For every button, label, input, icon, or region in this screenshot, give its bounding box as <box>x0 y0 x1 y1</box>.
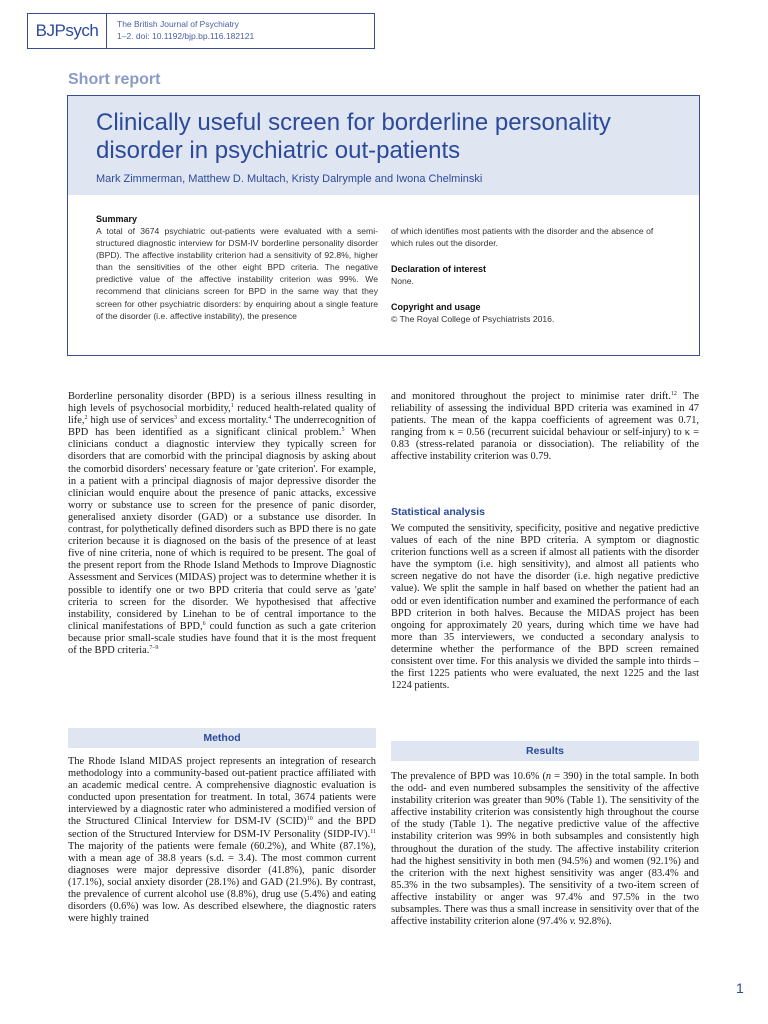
journal-logo: BJPsych <box>28 14 107 48</box>
method-section <box>68 756 376 925</box>
summary-right-column <box>391 225 675 325</box>
copyright-text: © The Royal College of Psychiatrists 2016. <box>391 314 555 325</box>
intro-section <box>68 391 376 657</box>
article-type: Short report <box>68 71 161 88</box>
summary-heading: Summary <box>96 214 138 224</box>
journal-name: The British Journal of Psychiatry <box>117 19 239 29</box>
method-cont-paragraph: and monitored throughout the project to minimise rater drift.$^{12}$ The reliability of assessing the individual BPD criteria was examined in 47 patients. The mean of the kappa coefficients of agreement was 0.71, ranging from κ = 0.56 (recurrent suicidal behaviour or self-injury) to κ = 0.83 (stress-related paranoia or dissociation). The reliability of the affective instability criterion was 0.79. <box>391 391 699 463</box>
author-list: Mark Zimmerman, Matthew D. Multach, Kristy Dalrymple and Iwona Chelminski <box>96 173 483 185</box>
summary-text: A total of 3674 psychiatric out-patients were evaluated with a semi-structured diagnostic interview for DSM-IV borderline personality disorder (BPD). The affective instability criterion had a sensitivity of 92.8%, higher than the sensitivities of the other eight BPD criteria. The negative predictive value of the affective instability criterion was 99%. We recommend that clinicians screen for BPD in the same way that they screen for other psychiatric disorders: by enquiring about a single feature of the disorder (i.e. affective instability), the presence <box>96 226 378 321</box>
method-paragraph: The Rhode Island MIDAS project represents an integration of research methodology into a community-based out-patient practice affiliated with an academic medical centre. A comprehensive diagnostic evaluation is conducted upon presentation for treatment. In total, 3674 patients were interviewed by a diagnostic rater who administered a modified version of the Structured Clinical Interview for DSM-IV (SCID)$^{10}$ and the BPD section of the Structured Interview for DSM-IV Personality (SIDP-IV).$^{11}$ The majority of the patients were female (60.2%), and White (87.1%), with a mean age of 38.8 years (s.d. = 3.4). The most common current diagnoses were major depressive disorder (41.8%), panic disorder (17.1%), social anxiety disorder (28.1%) and GAD (21.9%). By contrast, the prevalence of current alcohol use (8.8%), drug use (5.4%) and eating disorders (0.6%) was low. As described elsewhere, the diagnostic raters were highly trained <box>68 756 376 925</box>
title-band <box>68 96 699 195</box>
journal-header <box>27 13 375 49</box>
declaration-heading: Declaration of interest <box>391 264 487 275</box>
results-section <box>391 771 699 928</box>
statistical-analysis-heading: Statistical analysis <box>391 506 485 518</box>
intro-paragraph: Borderline personality disorder (BPD) is a serious illness resulting in high levels of psychosocial morbidity,$^1$ reduced health-related quality of life,$^2$ high use of services$^3$ and excess mortality.$^4$ The underrecognition of BPD has been identified as a significant clinical problem.$^5$ When clinicians conduct a diagnostic interview they typically screen for disorders that are comorbid with the principal diagnosis by asking about the comorbid disorders' necessary feature or 'gate criterion'. For example, in a patient with a principal diagnosis of major depressive disorder the clinician would enquire about the presence of panic attacks, excessive worry or substance use to screen for the presence of panic disorder, generalised anxiety disorder (GAD) or a substance use disorder. In contrast, for polythetically defined disorders such as BPD there is no gate criterion because it is diagnosed on the basis of the presence of at least five of nine criteria, none of which is required to be present. The goal of the present report from the Rhode Island Methods to Improve Diagnostic Assessment and Services (MIDAS) project was to determine whether it is possible to identify one or two BPD criteria that could serve as 'gate' criteria to screen for the disorder. We hypothesised that affective instability, considered by Linehan to be of central importance to the clinical manifestations of BPD,$^6$ could function as such a gate criterion because prior small-scale studies have found that it is the most frequent of the BPD criteria.$^{7-9}$ <box>68 391 376 656</box>
stats-paragraph: We computed the sensitivity, specificity, positive and negative predictive values of each of the nine BPD criteria. A symptom or diagnostic criterion functions well as a screen if almost all patients with the disorder have the symptom (i.e. high sensitivity), and almost all patients who screen negative do not have the disorder (i.e. high negative predictive value). We split the sample in half based on whether the patient had an odd or even identification number and examined the performance of each BPD criterion in both halves. Because the MIDAS project has been ongoing for approximately 20 years, during which time we have had more than 35 interviewers, we conducted a secondary analysis to determine whether the performance of the BPD screen remained consistent over time. For this analysis we divided the sample into thirds – the first 1225 patients who were evaluated, the next 1225 and the last 1224 patients. <box>391 523 699 692</box>
title-abstract-box <box>67 95 700 356</box>
summary-text-cont: of which identifies most patients with the disorder and the absence of which rules out the disorder. <box>391 226 654 249</box>
statistical-analysis-section <box>391 523 699 692</box>
page-number: 1 <box>736 980 744 996</box>
journal-info <box>117 18 254 42</box>
results-paragraph: The prevalence of BPD was 10.6% (n = 390) in the total sample. In both the odd- and even numbered subsamples the sensitivity of the affective instability criterion was greater than 90% (Table 1). The sensitivity of the affective instability criterion was consistently high throughout the course of the study (Table 1). The negative predictive value of the affective instability criterion was 99% in both subsamples and consistently high throughout the duration of the study. The affective instability criterion had the highest sensitivity in both men (94.5%) and women (92.1%) and the criterion with the next highest sensitivity was anger (83.4% and 85.3% in the two subsamples). The sensitivity of a two-item screen of affective instability or anger was 97.4% and 97.5% in the two subsamples. There was thus a small increase in sensitivity over that of the affective instability criterion alone (97.4% v. 92.8%). <box>391 771 699 928</box>
copyright-heading: Copyright and usage <box>391 302 481 313</box>
method-continued <box>391 391 699 464</box>
declaration-text: None. <box>391 276 414 287</box>
method-heading: Method <box>68 728 376 748</box>
summary-column <box>96 213 378 322</box>
results-heading: Results <box>391 741 699 761</box>
article-title: Clinically useful screen for borderline personality disorder in psychiatric out-patients <box>96 109 611 164</box>
doi-citation[interactable]: 1–2. doi: 10.1192/bjp.bp.116.182121 <box>117 31 255 41</box>
